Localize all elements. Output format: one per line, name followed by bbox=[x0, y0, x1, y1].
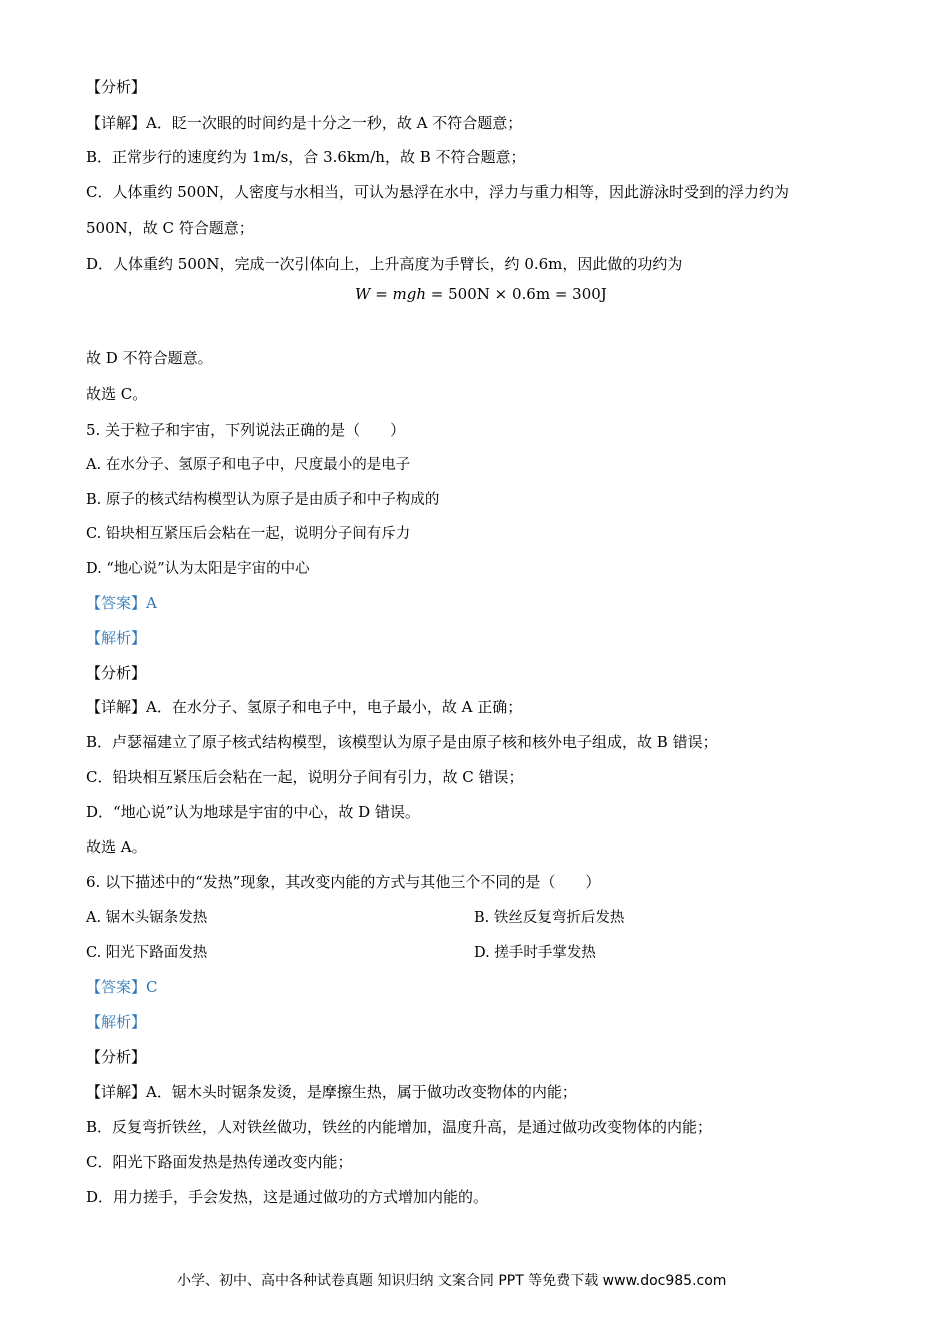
formula-eq: = bbox=[370, 285, 393, 303]
q5-option-a: A. 在水分子、氢原子和电子中，尺度最小的是电子 bbox=[86, 457, 411, 473]
q6-option-d: D. 搓手时手掌发热 bbox=[474, 945, 596, 961]
q6-detail-b: B．反复弯折铁丝，人对铁丝做功，铁丝的内能增加，温度升高，是通过做功改变物体的内能； bbox=[86, 1118, 713, 1136]
q6-analysis-tag: 【分析】 bbox=[86, 1048, 147, 1066]
question-5-stem: 5. 关于粒子和宇宙，下列说法正确的是（ ） bbox=[86, 421, 406, 439]
q6-detail-d: D．用力搓手，手会发热，这是通过做功的方式增加内能的。 bbox=[86, 1188, 489, 1206]
answer-choice-c: 故选 C。 bbox=[86, 385, 148, 403]
q6-explain-tag: 【解析】 bbox=[86, 1013, 147, 1031]
q5-detail-a: 【详解】A．在水分子、氢原子和电子中，电子最小，故 A 正确； bbox=[86, 698, 523, 716]
q5-detail-c: C．铅块相互紧压后会粘在一起，说明分子间有引力，故 C 错误； bbox=[86, 768, 524, 786]
work-formula bbox=[355, 285, 607, 303]
formula-mgh: mgh bbox=[392, 285, 427, 303]
q6-answer-tag: 【答案】C bbox=[86, 978, 158, 996]
conclusion-d: 故 D 不符合题意。 bbox=[86, 349, 213, 367]
formula-lhs: W bbox=[355, 285, 371, 303]
detail-line-d: D．人体重约 500N，完成一次引体向上，上升高度为手臂长，约 0.6m，因此做的功约为 bbox=[86, 255, 683, 273]
formula-rest: = 500N × 0.6m = 300J bbox=[426, 285, 607, 303]
q5-analysis-tag: 【分析】 bbox=[86, 664, 147, 682]
q5-detail-b: B．卢瑟福建立了原子核式结构模型，该模型认为原子是由原子核和核外电子组成，故 B 错误； bbox=[86, 733, 718, 751]
detail-line-c-cont: 500N，故 C 符合题意； bbox=[86, 219, 254, 237]
q6-option-b: B. 铁丝反复弯折后发热 bbox=[474, 910, 625, 926]
q5-choice: 故选 A。 bbox=[86, 838, 147, 856]
q6-option-a: A. 锯木头锯条发热 bbox=[86, 910, 208, 926]
section-tag-analysis: 【分析】 bbox=[86, 78, 147, 96]
q6-option-c: C. 阳光下路面发热 bbox=[86, 945, 208, 961]
detail-line-a: 【详解】A．眨一次眼的时间约是十分之一秒，故 A 不符合题意； bbox=[86, 114, 523, 132]
q6-detail-c: C．阳光下路面发热是热传递改变内能； bbox=[86, 1153, 353, 1171]
q5-detail-d: D．“地心说”认为地球是宇宙的中心，故 D 错误。 bbox=[86, 803, 420, 821]
q5-option-c: C. 铅块相互紧压后会粘在一起，说明分子间有斥力 bbox=[86, 526, 411, 542]
detail-line-b: B．正常步行的速度约为 1m/s，合 3.6km/h，故 B 不符合题意； bbox=[86, 148, 526, 166]
q5-option-b: B. 原子的核式结构模型认为原子是由质子和中子构成的 bbox=[86, 492, 440, 508]
question-6-stem: 6. 以下描述中的“发热”现象，其改变内能的方式与其他三个不同的是（ ） bbox=[86, 873, 601, 891]
q5-answer-tag: 【答案】A bbox=[86, 594, 157, 612]
q5-explain-tag: 【解析】 bbox=[86, 629, 147, 647]
q6-detail-a: 【详解】A．锯木头时锯条发烫，是摩擦生热，属于做功改变物体的内能； bbox=[86, 1083, 577, 1101]
q5-option-d: D. “地心说”认为太阳是宇宙的中心 bbox=[86, 561, 310, 577]
page-footer: 小学、初中、高中各种试卷真题 知识归纳 文案合同 PPT 等免费下载 www.doc985.com bbox=[177, 1273, 727, 1289]
detail-line-c: C．人体重约 500N，人密度与水相当，可认为悬浮在水中，浮力与重力相等，因此游泳时受到的浮力约为 bbox=[86, 183, 790, 201]
